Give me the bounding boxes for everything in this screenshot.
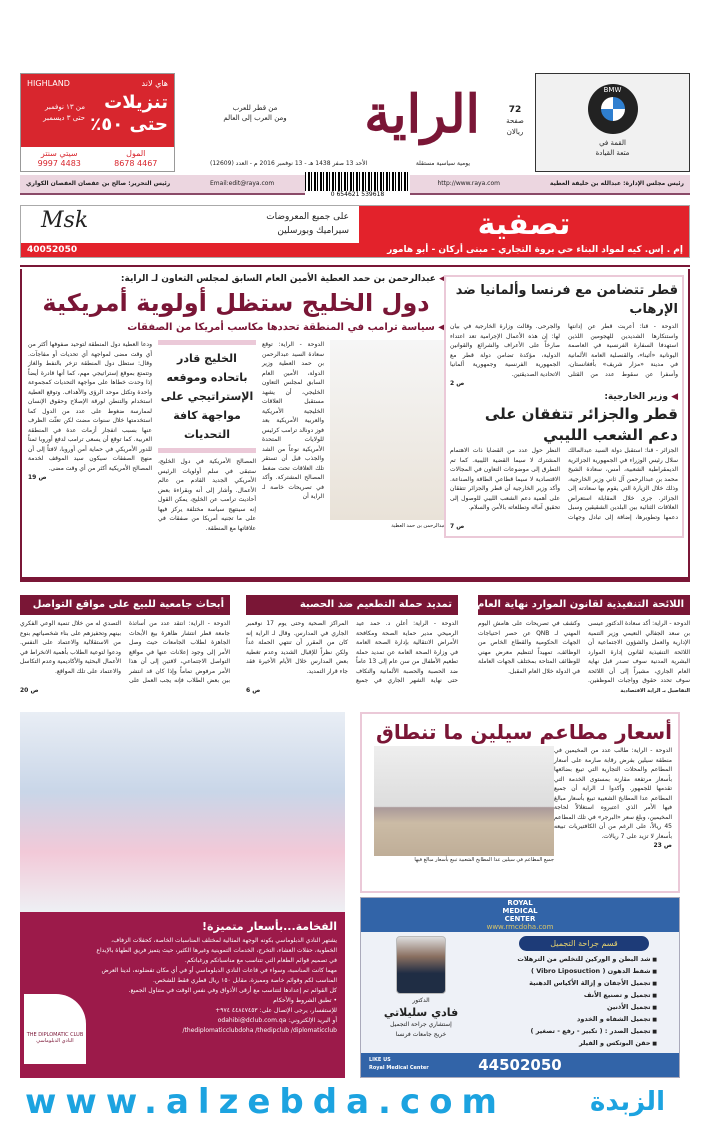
lead-page-ref[interactable]: ص 19 [28, 474, 47, 481]
diplomatic-p3: كل القوائم تم إعدادها لتتناسب مع أرقى الأذواق وفي نفس الوقت في متناول الجميع. [128, 987, 337, 994]
highland-brand-en: HIGHLAND [27, 79, 70, 88]
bmw-ad[interactable] [535, 73, 690, 172]
story-2-page-ref[interactable]: ص 6 [246, 686, 261, 694]
side2-kicker: ◀ وزير الخارجية: [450, 391, 678, 404]
masthead-logo[interactable] [210, 75, 500, 170]
lead-headline[interactable]: دول الخليج ستظل أولوية أمريكية [42, 289, 430, 317]
msk-line-2: سيراميك وبورسلين [277, 226, 349, 236]
facebook-like[interactable] [369, 1056, 429, 1072]
lead-photo-block [330, 340, 446, 530]
info-bar [20, 175, 690, 198]
restaurants-caption: جميع المطاعم في سيلين عدا المطابخ الشعبية تبيع بأسعار مبالغ فيها [414, 857, 554, 863]
highland-sale: تنزيلات [104, 92, 168, 113]
lead-column-3: ودعا العطية دول المنطقة لتوحيد صفوفها أكثر من أي وقت مضى لمواجهة أي تحديات أو مفاجآت. وقال: ستظل دول المنطقة تزخر بالنفط والغاز وتتمتع بموقع إستراتيجي مهم، كما أنها قادرة أيضاً إذا وحدت خطاها على مواجهة التحديات كمجموعة واحدة وتكتل موحد الرؤى والأهداف. وتوقع العطية استخدام والتنطن لورقة الإصلاح وحقوق الإنسان لممارسة ضغوط على عدد من الدول كما استخدمتها خلال سنوات مضت لكن تعثّت الظرف عنها بسبب انفجار أزمات عدة في المنطقة العربية. كما توقع أن يسعى ترامب لدفع أوروبا ثمناً للدور الأمريكي في حماية أمن أوروبا، لافتاً إلى أن منهج الصفقات سيكون سيد الموقف لخدمة المصالح الأمريكية أكثر من أي وقت مضى. [28, 341, 152, 472]
diplomatic-social[interactable]: /thediplomaticclubdoha /thedipclub /diplomaticclub [182, 1027, 337, 1034]
msk-title: تصفية [359, 206, 689, 244]
doctor-photo [396, 936, 446, 994]
lead-pull-quote: الخليج قادر باتحاده وموقعه الإستراتيجي على مواجهة كافة التحديات [158, 340, 256, 453]
lead-left-column [28, 340, 152, 483]
doctor-name: فادي سليلاتي [383, 1006, 459, 1019]
side1-page-ref[interactable]: ص 2 [450, 380, 465, 387]
service-item: ■ تجميل الأذنين [487, 1002, 657, 1014]
story-1-text: الدوحة - الراية: أكد سعادة الدكتور عيسى بن سعد الجفالي النعيمي وزير التنمية الإدارية والعمل والشؤون الاجتماعية أن اللائحة التنفيذية لقانون إدارة الموارد البشرية المدنية سوف تصدر قبل نهاية العام الجاري، مشيراً إلى أن اللائحة سوف تحدد حقوق وواجبات الموظفين. وكشف في تصريحات على هامش اليوم المهني لـ QNB عن حصر احتياجات الجهات الحكومية والقطاع الخاص من الوظائف، تمهيداً لتنظيم معرض مهني للوظائف المتاحة بمختلف الجهات العاملة في الدولة خلال العام المقبل. [478, 620, 690, 684]
msk-line-1: على جميع المعروضات [266, 212, 349, 222]
city-phone: 4483 9997 [37, 159, 81, 168]
divider [20, 265, 690, 267]
lead-column-2: المصالح الأمريكية في دول الخليج، ستبقى في سلم أولويات الرئيس الأمريكي الجديد القادم من عالم الأعمال. وأشار إلى أنه وبقراءة بعض أحاديث ترامب عن الخليج، يمكن القول إنه سينتهج سياسة مختلفة يركز فيها على ما تجنيه أمريكا من صفقات في علاقاتها مع المنطقة. [158, 458, 256, 532]
rmc-name-2: MEDICAL [502, 907, 538, 915]
email-link[interactable]: Email:edit@raya.com [210, 180, 275, 187]
doctor-education: خريج جامعات فرنسا [395, 1031, 447, 1038]
rmc-department: قسم جراحة التجميل [519, 936, 649, 951]
page-count-label: صفحة [506, 117, 524, 125]
diplomatic-p2: مهما كانت المناسبة، وسواء في قاعات النادي الدبلوماسي أو في أي مكان تفضلونه، لدينا العرض المناسب لكم وقوائم خاصة ومميزة، مقابل ١٥٠ ريال قطري فقط للشخص. [101, 967, 337, 984]
watermark-logo: الزبدة [590, 1087, 665, 1117]
side2-text: الجزائر - قنا: استقبل دولة السيد عبدالمالك سلال رئيس الوزراء في الجمهورية الجزائرية الديمقراطية الشعبية، أمس، سعادة الشيخ محمد بن عبدالرحمن آل ثاني وزير الخارجية، وذلك خلال الزيارة التي يقوم بها سعادته إلى الجزائر. جرى خلال المقابلة استعراض العلاقات الثنائية بين البلدين الشقيقين وسبل دعمها وتطويرها، إضافة إلى تبادل وجهات النظر حول عدد من القضايا ذات الاهتمام المشترك لا سيما القضية الليبية. كما تم التطرق إلى موضوعات التعاون في المجالات الاقتصادية لا سيما قطاعي الطاقة والصناعة. وأكد وزير الخارجية أن قطر والجزائر تتفقان على أهمية دعم الشعب الليبي للوصول إلى تحقيق آماله وتطلعاته بالأمن والسلام. [450, 447, 678, 521]
lead-column-1: الدوحة - الراية: توقع سعادة السيد عبدالرحمن بن حمد العطية وزير الدولة، الأمين العام السابق لمجلس التعاون الخليجي، أن يشهد مستقبل العلاقات الخليجية الأمريكية والعربية الأمريكية بعد فوز دونالد ترامب كرئيس للولايات المتحدة الأمريكية نوعاً من الشد والجذب قبل أن تستقر تلك العلاقات تحت ضغط المصالح المشتركة. وأكد في تصريحات خاصة لـ الراية أن [262, 341, 324, 500]
doctor-title: الدكتور [412, 997, 430, 1004]
editor-in-chief: رئيس التحرير: صالح بن عفصان العفصان الكواري [26, 180, 171, 187]
side2-headline[interactable]: قطر والجزائر تتفقان على دعم الشعب الليبي [484, 405, 678, 444]
chairman: رئيس مجلس الإدارة: عبدالله بن خليفة العطية [549, 180, 684, 187]
restaurants-story[interactable] [360, 712, 680, 893]
bmw-logo-icon [588, 84, 638, 134]
highland-upto: حتى ٥٠٪ [90, 114, 168, 135]
rmc-header [361, 898, 679, 932]
service-item: ■ تجميل الصدر : ( تكبير - رفع - تصغير ) [487, 1026, 657, 1038]
rmc-url[interactable]: www.rmcdoha.com [486, 923, 554, 931]
diplomatic-logo-en: THE DIPLOMATIC CLUB [26, 1032, 84, 1038]
story-3[interactable] [20, 595, 230, 696]
lead-kicker: ◀ عبدالرحمن بن حمد العطية الأمين العام السابق لمجلس التعاون لـ الراية: [26, 273, 446, 286]
diplomatic-headline: الفخامة...بأسعار متميزة! [202, 920, 337, 933]
restaurants-page-ref[interactable]: ص 23 [653, 842, 672, 849]
highland-date-to: حتى ٣ ديسمبر [43, 114, 85, 122]
page-count-number: 72 [508, 105, 522, 115]
barcode [305, 172, 410, 196]
rmc-name-3: CENTER [504, 915, 536, 923]
issue-date: الأحد 13 صفر 1438 هـ - 13 نوفمبر 2016 م - العدد (12609) [210, 160, 368, 167]
story-2[interactable] [246, 595, 458, 696]
mall-label: المول [126, 149, 146, 158]
story-1-page-ref[interactable]: التفاصيل بـ الراية الاقتصادية [620, 687, 690, 694]
msk-phone: 40052050 [27, 245, 78, 255]
story-3-headline[interactable]: أبحاث جامعية للبيع على مواقع التواصل [20, 595, 230, 615]
diplomatic-logo [24, 994, 86, 1064]
rmc-phone: 44502050 [478, 1056, 562, 1074]
story-3-page-ref[interactable]: ص 20 [20, 686, 39, 694]
diplomatic-club-ad[interactable] [20, 712, 345, 1078]
diplomatic-contact: للإستفسار، يرجى الإتصال على: ٤٤٨٤٧٤٥٣ ٩٧٤+ [215, 1007, 337, 1014]
restaurants-photo [374, 746, 554, 856]
lead-story[interactable] [26, 273, 446, 573]
rmc-footer [361, 1053, 679, 1077]
highland-ad[interactable] [20, 73, 175, 172]
highland-brand-ar: هاي لاند [141, 79, 168, 88]
rmc-services-list [487, 954, 657, 1050]
service-item: ■ تجميل الشفاه و الخدود [487, 1014, 657, 1026]
bmw-line-1: القمة في [599, 139, 626, 147]
newspaper-name: الراية [364, 84, 480, 145]
page-count [500, 105, 530, 138]
watermark-url: www.alzebda.com [25, 1082, 506, 1122]
newspaper-subtitle: يومية سياسية مستقلة [415, 160, 470, 167]
lead-photo [330, 340, 446, 520]
doctor-info [371, 996, 471, 1040]
lead-section [20, 269, 690, 582]
story-2-text: الدوحة - الراية: أعلن د. حمد عيد الرميحي مدير حماية الصحة ومكافحة الأمراض الانتقالية بإدارة الصحة العامة في وزارة الصحة العامة عن تمديد حملة تطعيم الأطفال من سن عام إلى 13 عاماً ضد الحصبة والحصبة الألمانية والنكاف حتى نهاية الشهر الجاري في جميع المراكز الصحية وحتى يوم 17 نوفمبر الجاري في المدارس. وقال لـ الراية إنه كان من المقرر أن تنتهي الحملة غداً ولكن نظراً للإقبال الشديد وعدم تغطية بعض المدارس خلال الأيام الأخيرة فقد جاء قرار التمديد. [246, 620, 458, 684]
diplomatic-email[interactable]: أو البريد الإلكتروني: odahibi@dclub.com.qa [217, 1017, 337, 1024]
rmc-name-1: ROYAL [507, 899, 533, 907]
lead-subheadline: ◀ سياسة ترامب في المنطقة تحددها مكاسب أمريكا من الصفقات [26, 320, 446, 336]
restaurants-headline[interactable]: أسعار مطاعم سيلين ما تنطاق [375, 720, 672, 744]
doctor-role: إستشاري جراحة التجميل [390, 1021, 452, 1028]
msk-address: إم . إس. كيه لمواد البناء حي بروة التجاري - مبنى أركان - أبو هامور [387, 245, 683, 255]
side1-headline[interactable]: قطر تتضامن مع فرنسا وألمانيا ضد الإرهاب [455, 283, 678, 317]
bmw-logo-text: BMW [603, 86, 622, 94]
story-1[interactable] [478, 595, 690, 696]
msk-ad[interactable] [20, 205, 690, 258]
story-2-headline[interactable]: تمديد حملة التطعيم ضد الحصبة [246, 595, 458, 615]
side-stories [444, 275, 684, 538]
website-link[interactable]: http://www.raya.com [437, 180, 500, 187]
like-name: Royal Medical Center [369, 1065, 429, 1071]
side2-page-ref[interactable]: ص 7 [450, 523, 465, 530]
diplomatic-p1: يشتهر النادي الدبلوماسي بكونه الوجهة المثالية لمختلف المناسبات الخاصة، كحفلات الزفاف، الخطوبة، حفلات العشاء، التخرج، الخدمات التموينية وغيرها الكثير، حيث يتميز فريق الطهاة بالإبداع في تصميم قوائم الطعام التي تتناسب مع مناسباتكم ورغباتكم. [96, 937, 337, 964]
diplomatic-logo-ar: النادي الدبلوماسي [36, 1038, 74, 1044]
service-item: ■ تجميل و تصنيع الأنف [487, 990, 657, 1002]
like-label: LIKE US [369, 1057, 391, 1063]
barcode-number: 0 654621 539618 [305, 191, 410, 198]
service-item: ■ شفط الدهون ( Vibro Liposuction ) [487, 966, 657, 978]
price: ريالان [506, 128, 524, 136]
mall-phone: 4467 8678 [114, 159, 158, 168]
lead-middle-column [158, 340, 256, 533]
tagline-1: من قطر للعرب [232, 104, 278, 112]
restaurants-text: الدوحة - الراية: طالب عدد من المخيمين في منطقة سيلين بفرض رقابة صارمة على أسعار المطاعم والمحلات التجارية التي تبيع بضائعها بأسعار مرتفعة مقارنة بمستوى الخدمة التي تقدمها للجمهور. وأكدوا لـ الراية أن جميع المطاعم عدا المطابخ الشعبية تبيع بأسعار مبالغ فيها الأمر الذي اعتبروه استغلالاً لحاجة المخيمين، وبلغ سعر «البرجر» في تلك المطاعم 45 ريالاً، على الرغم من أن الكافتيريات تبيعه بأسعار لا تزيد على 7 ريالات. [554, 747, 672, 840]
highland-date-from: من ١٣ نوفمبر [44, 103, 85, 111]
lead-photo-caption: عبدالرحمن بن حمد العطية [391, 523, 446, 529]
bmw-line-2: متعة القيادة [595, 149, 630, 157]
service-item: ■ حقن البوتكس و الفيلر [487, 1038, 657, 1050]
story-1-headline[interactable]: اللائحة التنفيذية لقانون الموارد نهاية العام [478, 595, 690, 615]
service-item: ■ تجميل الأجفان و إزالة الأكياس الدهنية [487, 978, 657, 990]
restaurants-figure [374, 746, 554, 864]
service-item: ■ شد البطن و الوركين للتخلص من الترهلات [487, 954, 657, 966]
tagline-2: ومن العرب إلى العالم [223, 114, 287, 122]
diplomatic-terms: • تطبق الشروط والأحكام [273, 997, 337, 1004]
city-label: سيتي سنتر [40, 149, 78, 158]
banquet-photo [20, 712, 345, 912]
story-3-text: الدوحة - الراية: انتقد عدد من أساتذة جامعة قطر انتشار ظاهرة بيع الأبحاث الجاهزة لطلاب الجامعات حيث وصل الأمر إلى وجود إعلانات عنها في مواقع التواصل الاجتماعي، لافتين إلى أن هذا الأمر مرفوض تماماً وإذا كان قد انتشر بين بعض الطلاب فإنه يجب العمل على التصدي له من خلال تنمية الوعي الفكري بينهم وتحفيزهم على بناء شخصياتهم بنوع من الاستقلالية والاعتماد على النفس. ودعوا لتوعية الطلاب بأهمية الانخراط في الأعمال البحثية والأكاديمية وعدم التكاسل والاعتماد على تلك المواقع. [20, 620, 230, 684]
msk-logo: Msk [41, 208, 89, 233]
royal-medical-ad[interactable] [360, 897, 680, 1078]
lead-body [26, 336, 446, 573]
side1-text: الدوحة - قنا: أعربت قطر عن إدانتها واستنكارها الشديدين للهجومين اللذين استهدفا السفارة الفرنسية في العاصمة اليونانية «أثينا»، والقنصلية العامة الألمانية في مدينة «مزار شريف» بأفغانستان، وأسفرا عن سقوط عدد من القتلى والجرحى. وقالت وزارة الخارجية في بيان لها: إن هذه الأعمال الإجرامية تعد اعتداء صارخاً على الأعراف والشرائع والقوانين الدولية، مؤكدة تضامن دولة قطر مع الجمهورية الفرنسية وجمهورية ألمانيا الاتحادية الصديقتين. [450, 323, 678, 378]
